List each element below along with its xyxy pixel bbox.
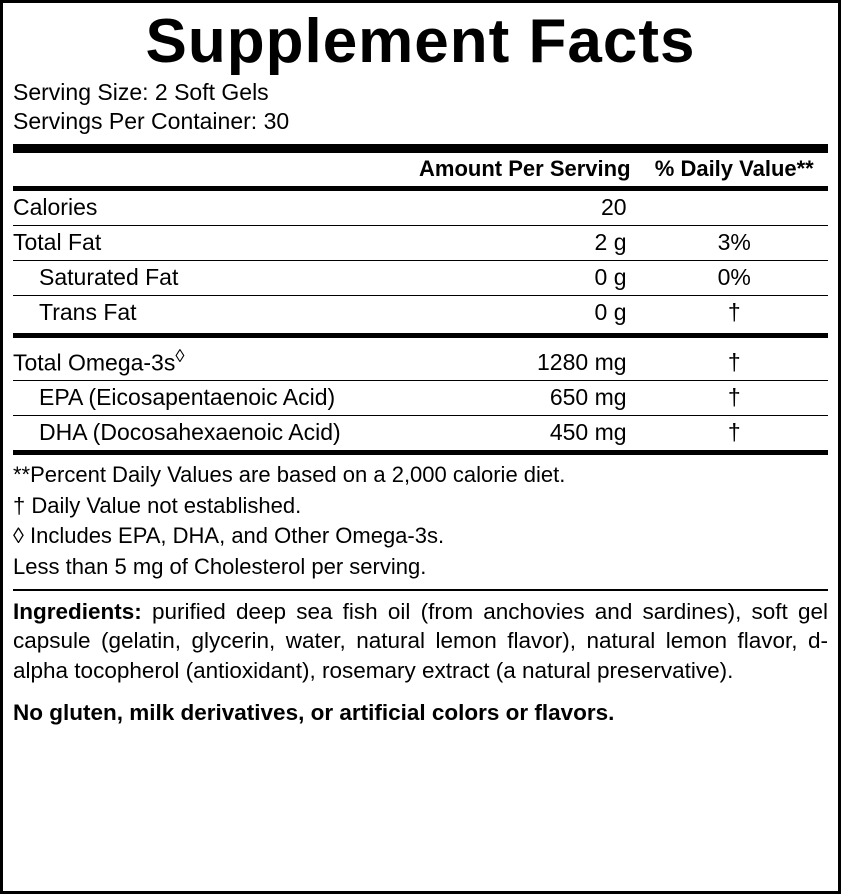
- row-amount: 0 g: [372, 260, 641, 295]
- diamond-symbol: ◊: [175, 344, 185, 366]
- row-amount: 1280 mg: [372, 342, 641, 381]
- header-daily-value: % Daily Value**: [654, 155, 814, 181]
- nutrition-rows: [13, 191, 828, 451]
- header-amount-per-serving: Amount Per Serving: [419, 155, 631, 181]
- page-title: Supplement Facts: [145, 7, 696, 76]
- row-name: Saturated Fat: [13, 260, 372, 295]
- ingredients-label: Ingredients:: [13, 598, 142, 624]
- row-name: Trans Fat: [39, 298, 137, 325]
- row-name-text: Total Omega-3s: [13, 349, 176, 376]
- table-header-row: [13, 153, 828, 186]
- row-amount: 450 mg: [549, 419, 627, 446]
- table-row: [13, 416, 828, 451]
- table-row: [13, 191, 828, 226]
- nutrition-table: [13, 153, 828, 186]
- row-daily-value: †: [727, 419, 741, 446]
- footnotes: [13, 455, 828, 582]
- header-nutrient: [13, 153, 372, 186]
- servings-per-container: Servings Per Container: 30: [13, 107, 290, 134]
- row-name: EPA (Eicosapentaenoic Acid): [13, 381, 372, 416]
- row-amount: 2 g: [372, 225, 641, 260]
- row-amount: 650 mg: [372, 381, 641, 416]
- table-row: [13, 342, 828, 381]
- ingredients-text: purified deep sea fish oil (from anchovies and sardines), soft gel capsule (gelatin, glycerin, water, natural lemon flavor), natural lemon flavor, d-alpha tocopherol (antioxidant), rosemary extract (a natural preservative).: [13, 598, 828, 683]
- row-name: [13, 342, 372, 381]
- ingredients-paragraph: [13, 591, 828, 686]
- table-row: [13, 225, 828, 260]
- footnote-dagger: † Daily Value not established.: [13, 492, 302, 518]
- row-name: DHA (Docosahexaenoic Acid): [39, 419, 341, 446]
- row-name: Calories: [13, 191, 372, 226]
- row-amount: 0 g: [594, 298, 627, 325]
- footnote-daily-values: **Percent Daily Values are based on a 2,000 calorie diet.: [13, 462, 566, 488]
- row-daily-value: 0%: [641, 260, 828, 295]
- serving-size: Serving Size: 2 Soft Gels: [13, 79, 269, 106]
- row-daily-value: †: [641, 381, 828, 416]
- row-daily-value: 3%: [641, 225, 828, 260]
- footnote-cholesterol: Less than 5 mg of Cholesterol per serving.: [13, 554, 427, 580]
- row-amount: 20: [372, 191, 641, 226]
- divider-row: [13, 330, 828, 342]
- table-row: [13, 381, 828, 416]
- row-daily-value: †: [727, 298, 741, 325]
- row-daily-value: [641, 191, 828, 226]
- footnote-diamond: ◊ Includes EPA, DHA, and Other Omega-3s.: [13, 523, 445, 549]
- row-daily-value: †: [641, 342, 828, 381]
- allergen-statement: No gluten, milk derivatives, or artificial colors or flavors.: [13, 699, 615, 725]
- table-row: [13, 260, 828, 295]
- table-row: [13, 295, 828, 330]
- row-name: Total Fat: [13, 225, 372, 260]
- divider-thick-top: [13, 144, 828, 153]
